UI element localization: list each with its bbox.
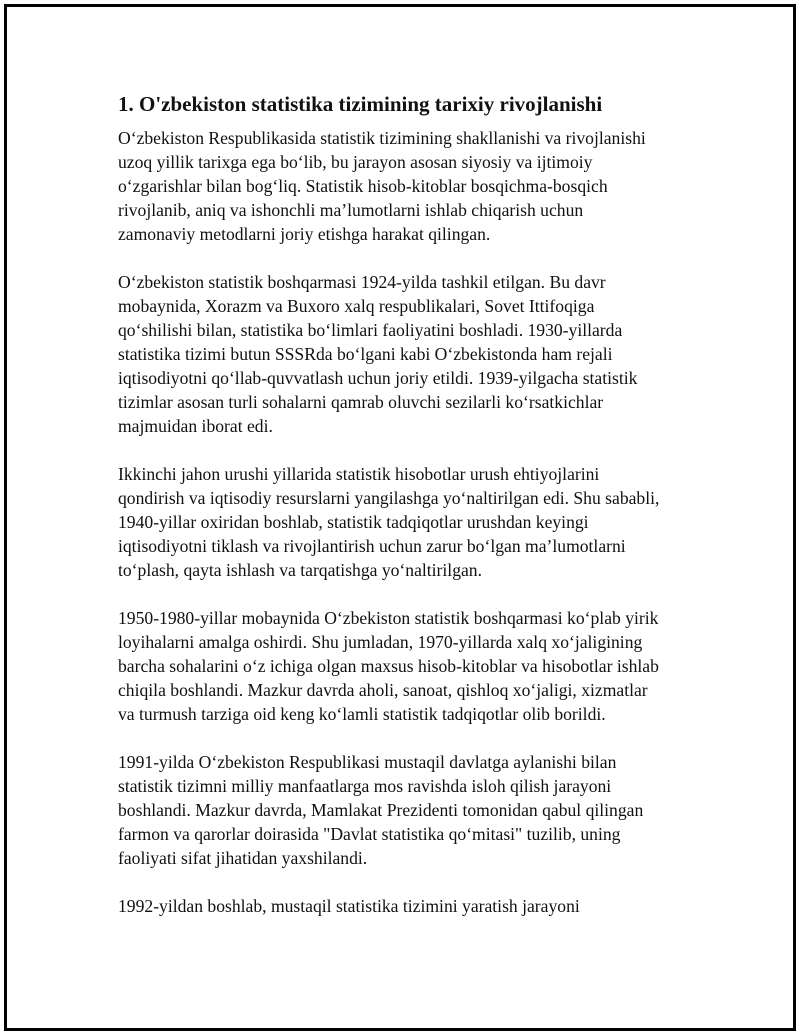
paragraph-list (118, 126, 708, 918)
paragraph-line: farmon va qarorlar doirasida "Davlat statistika qo‘mitasi" tuzilib, uning (118, 824, 621, 844)
paragraph-line: 1992-yildan boshlab, mustaqil statistika tizimini yaratish jarayoni (118, 896, 580, 916)
paragraph-line: 1940-yillar oxiridan boshlab, statistik tadqiqotlar urushdan keyingi (118, 512, 589, 532)
paragraph-line: qondirish va iqtisodiy resurslarni yangilashga yo‘naltirilgan edi. Shu sababli, (118, 488, 660, 508)
paragraph (118, 126, 708, 246)
paragraph-line: tizimlar asosan turli sohalarni qamrab oluvchi sezilarli ko‘rsatkichlar (118, 392, 604, 412)
paragraph-line: iqtisodiyotni tiklash va rivojlantirish uchun zarur bo‘lgan ma’lumotlarni (118, 536, 626, 556)
paragraph-line: 1991-yilda O‘zbekiston Respublikasi mustaqil davlatga aylanishi bilan (118, 752, 617, 772)
paragraph-line: faoliyati sifat jihatidan yaxshilandi. (118, 848, 368, 868)
paragraph-line: chiqila boshlandi. Mazkur davrda aholi, sanoat, qishloq xo‘jaligi, xizmatlar (118, 680, 648, 700)
paragraph-line: loyihalarni amalga oshirdi. Shu jumladan, 1970-yillarda xalq xo‘jaligining (118, 632, 643, 652)
paragraph-line: barcha sohalarini o‘z ichiga olgan maxsus hisob-kitoblar va hisobotlar ishlab (118, 656, 659, 676)
paragraph-line: 1950-1980-yillar mobaynida O‘zbekiston statistik boshqarmasi ko‘plab yirik (118, 608, 659, 628)
paragraph (118, 606, 708, 726)
paragraph-line: rivojlanib, aniq va ishonchli ma’lumotlarni ishlab chiqarish uchun (118, 200, 584, 220)
paragraph-line: uzoq yillik tarixga ega bo‘lib, bu jarayon asosan siyosiy va ijtimoiy (118, 152, 593, 172)
paragraph (118, 462, 708, 582)
paragraph (118, 750, 708, 870)
paragraph-line: va turmush tarziga oid keng ko‘lamli statistik tadqiqotlar olib borildi. (118, 704, 606, 724)
paragraph-line: to‘plash, qayta ishlash va tarqatishga yo‘naltirilgan. (118, 560, 482, 580)
document-body (118, 90, 708, 942)
paragraph-line: O‘zbekiston Respublikasida statistik tizimining shakllanishi va rivojlanishi (118, 128, 646, 148)
paragraph-line: o‘zgarishlar bilan bog‘liq. Statistik hisob-kitoblar bosqichma-bosqich (118, 176, 608, 196)
paragraph (118, 270, 708, 438)
paragraph-line: qo‘shilishi bilan, statistika bo‘limlari faoliyatini boshladi. 1930-yillarda (118, 320, 623, 340)
paragraph-line: statistika tizimi butun SSSRda bo‘lgani kabi O‘zbekistonda ham rejali (118, 344, 613, 364)
paragraph-line: O‘zbekiston statistik boshqarmasi 1924-yilda tashkil etilgan. Bu davr (118, 272, 606, 292)
paragraph-line: majmuidan iborat edi. (118, 416, 273, 436)
paragraph-line: iqtisodiyotni qo‘llab-quvvatlash uchun joriy etildi. 1939-yilgacha statistik (118, 368, 638, 388)
paragraph-line: mobaynida, Xorazm va Buxoro xalq respublikalari, Sovet Ittifoqiga (118, 296, 595, 316)
paragraph (118, 894, 708, 918)
paragraph-line: zamonaviy metodlarni joriy etishga harakat qilingan. (118, 224, 491, 244)
section-heading: 1. O'zbekiston statistika tizimining tarixiy rivojlanishi (118, 92, 603, 116)
paragraph-line: Ikkinchi jahon urushi yillarida statistik hisobotlar urush ehtiyojlarini (118, 464, 600, 484)
paragraph-line: boshlandi. Mazkur davrda, Mamlakat Prezidenti tomonidan qabul qilingan (118, 800, 644, 820)
paragraph-line: statistik tizimni milliy manfaatlarga mos ravishda isloh qilish jarayoni (118, 776, 612, 796)
